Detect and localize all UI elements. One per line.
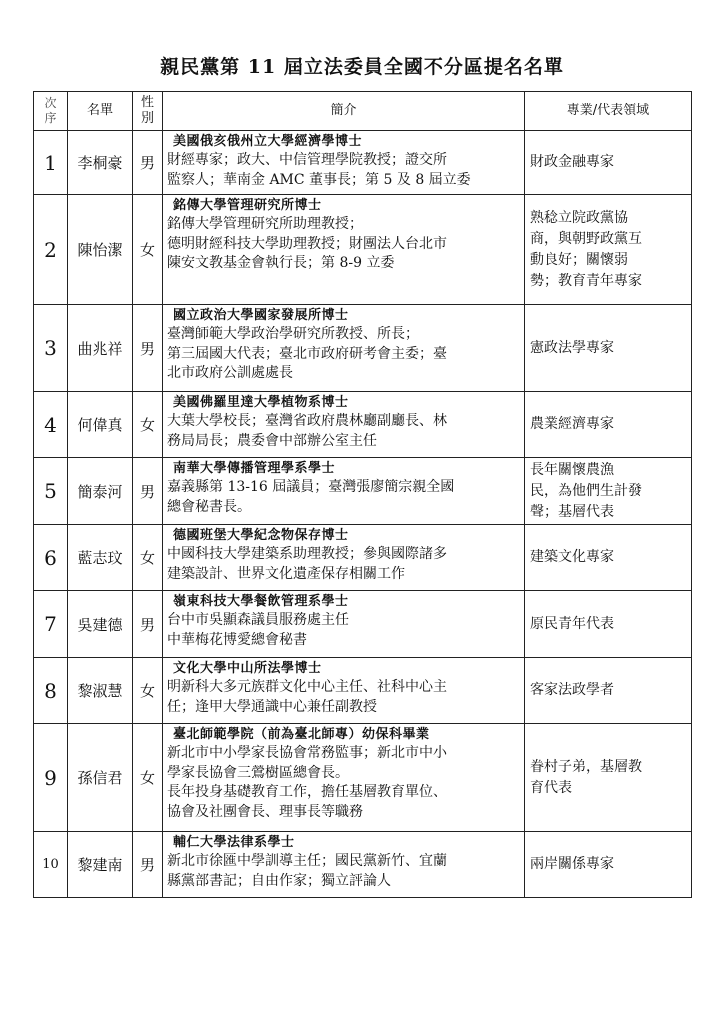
row-intro-line: 新北市中小學家長協會常務監事；新北市中小 xyxy=(167,745,447,761)
row-degree: 德國班堡大學紀念物保存博士 xyxy=(173,528,349,543)
row-intro-line: 中國科技大學建築系助理教授；參與國際諸多 xyxy=(167,546,447,562)
header-intro: 簡介 xyxy=(163,92,525,131)
row-name: 曲兆祥 xyxy=(68,305,133,392)
row-field xyxy=(525,724,692,832)
row-intro-line: 德明財經科技大學助理教授；財團法人台北市 xyxy=(167,235,447,252)
row-gender: 男 xyxy=(133,832,163,898)
row-field xyxy=(525,195,692,305)
row-intro xyxy=(163,525,525,591)
row-index: 5 xyxy=(34,458,68,525)
row-degree: 銘傳大學管理研究所博士 xyxy=(173,198,322,213)
row-field-line: 長年關懷農漁 xyxy=(530,461,614,478)
row-field-line: 建築文化專家 xyxy=(530,549,614,565)
row-field-line: 農業經濟專家 xyxy=(530,416,614,432)
row-index: 1 xyxy=(34,131,68,195)
row-name: 簡泰河 xyxy=(68,458,133,525)
row-intro xyxy=(163,305,525,392)
row-index: 4 xyxy=(34,392,68,458)
row-field-line: 民，為他們生計發 xyxy=(530,482,642,499)
table-row xyxy=(34,458,692,525)
row-gender: 女 xyxy=(133,724,163,832)
page-title: 親民黨第 11 屆立法委員全國不分區提名名單 xyxy=(160,56,564,78)
row-intro-line: 大葉大學校長；臺灣省政府農林廳副廳長、林 xyxy=(167,413,447,429)
row-intro-line: 務局局長；農委會中部辦公室主任 xyxy=(167,432,377,449)
row-name: 吳建德 xyxy=(68,591,133,658)
header-field: 專業/代表領域 xyxy=(525,92,692,131)
table-row xyxy=(34,525,692,591)
row-intro-line: 嘉義縣第 13-16 屆議員；臺灣張廖簡宗親全國 xyxy=(167,479,455,495)
row-intro xyxy=(163,392,525,458)
row-name: 李桐豪 xyxy=(68,131,133,195)
table-row xyxy=(34,724,692,832)
row-intro-line: 學家長協會三鶯樹區總會長。 xyxy=(167,764,349,781)
header-index: 次 序 xyxy=(34,92,68,131)
table-row xyxy=(34,392,692,458)
row-field-line: 商，與朝野政黨互 xyxy=(530,230,642,247)
row-intro xyxy=(163,458,525,525)
table-row xyxy=(34,832,692,898)
row-degree: 南華大學傳播管理學系學士 xyxy=(173,461,336,476)
row-name: 陳怡潔 xyxy=(68,195,133,305)
row-field-line: 憲政法學專家 xyxy=(530,339,614,356)
row-gender: 女 xyxy=(133,658,163,724)
table-row xyxy=(34,591,692,658)
row-degree: 國立政治大學國家發展所博士 xyxy=(173,308,349,323)
row-intro-line: 北市政府公訓處處長 xyxy=(167,365,293,381)
table-row xyxy=(34,195,692,305)
row-degree: 美國俄亥俄州立大學經濟學博士 xyxy=(173,134,363,149)
header-gender: 性 別 xyxy=(133,92,163,131)
row-name: 黎建南 xyxy=(68,832,133,898)
row-index: 9 xyxy=(34,724,68,832)
row-gender: 女 xyxy=(133,525,163,591)
row-intro xyxy=(163,832,525,898)
table-row xyxy=(34,131,692,195)
row-field xyxy=(525,658,692,724)
row-field xyxy=(525,458,692,525)
row-field-line: 原民青年代表 xyxy=(530,615,614,632)
row-gender: 男 xyxy=(133,591,163,658)
row-field-line: 兩岸關係專家 xyxy=(530,856,614,872)
row-intro-line: 中華梅花博愛總會秘書 xyxy=(167,631,307,648)
row-intro-line: 台中市吳顯森議員服務處主任 xyxy=(167,612,349,628)
row-name: 黎淑慧 xyxy=(68,658,133,724)
row-intro-line: 陳安文教基金會執行長；第 8-9 立委 xyxy=(167,255,395,271)
nominee-table xyxy=(33,91,692,898)
row-intro xyxy=(163,591,525,658)
row-gender: 女 xyxy=(133,392,163,458)
row-degree: 文化大學中山所法學博士 xyxy=(173,661,322,676)
row-intro-line: 第三屆國大代表；臺北市政府研考會主委；臺 xyxy=(167,345,447,362)
row-intro-line: 總會秘書長。 xyxy=(167,498,251,515)
row-index: 3 xyxy=(34,305,68,392)
row-field-line: 聲；基層代表 xyxy=(530,503,614,520)
row-field-line: 動良好；關懷弱 xyxy=(530,251,628,268)
row-field-line: 育代表 xyxy=(530,779,572,796)
row-gender: 男 xyxy=(133,458,163,525)
row-intro-line: 臺灣師範大學政治學研究所教授、所長； xyxy=(167,326,419,342)
table-row xyxy=(34,305,692,392)
row-field-line: 財政金融專家 xyxy=(530,154,614,170)
row-field xyxy=(525,305,692,392)
row-gender: 男 xyxy=(133,305,163,392)
row-degree: 美國佛羅里達大學植物系博士 xyxy=(173,395,349,410)
row-field-line: 眷村子弟，基層教 xyxy=(530,758,642,775)
row-intro xyxy=(163,658,525,724)
row-index: 6 xyxy=(34,525,68,591)
row-intro xyxy=(163,131,525,195)
header-row xyxy=(34,92,692,131)
row-intro-line: 長年投身基礎教育工作，擔任基層教育單位、 xyxy=(167,784,447,800)
row-degree: 臺北師範學院（前為臺北師專）幼保科畢業 xyxy=(173,727,430,742)
row-name: 何偉真 xyxy=(68,392,133,458)
row-intro-line: 協會及社團會長、理事長等職務 xyxy=(167,803,363,820)
header-name: 名單 xyxy=(68,92,133,131)
row-gender: 男 xyxy=(133,131,163,195)
table-row xyxy=(34,658,692,724)
row-index: 2 xyxy=(34,195,68,305)
row-intro-line: 任；逢甲大學通識中心兼任副教授 xyxy=(167,698,377,715)
row-field xyxy=(525,832,692,898)
row-intro-line: 建築設計、世界文化遺產保存相關工作 xyxy=(167,565,405,582)
row-name: 藍志玟 xyxy=(68,525,133,591)
row-field xyxy=(525,591,692,658)
row-field xyxy=(525,525,692,591)
row-intro-line: 明新科大多元族群文化中心主任、社科中心主 xyxy=(167,679,447,695)
row-field xyxy=(525,131,692,195)
row-index: 7 xyxy=(34,591,68,658)
row-intro xyxy=(163,724,525,832)
row-intro xyxy=(163,195,525,305)
row-intro-line: 縣黨部書記；自由作家；獨立評論人 xyxy=(167,872,391,889)
row-field-line: 客家法政學者 xyxy=(530,682,614,698)
row-field-line: 勢；教育青年專家 xyxy=(530,272,642,289)
row-intro-line: 財經專家；政大、中信管理學院教授；證交所 xyxy=(167,152,447,168)
row-name: 孫信君 xyxy=(68,724,133,832)
row-field-line: 熟稔立院政黨協 xyxy=(530,209,628,226)
row-degree: 輔仁大學法律系學士 xyxy=(173,835,295,850)
row-intro-line: 監察人；華南金 AMC 董事長；第 5 及 8 屆立委 xyxy=(167,171,471,188)
row-index: 10 xyxy=(34,832,68,898)
row-degree: 嶺東科技大學餐飲管理系學士 xyxy=(173,594,349,609)
row-intro-line: 銘傳大學管理研究所助理教授； xyxy=(167,216,363,232)
row-index: 8 xyxy=(34,658,68,724)
row-gender: 女 xyxy=(133,195,163,305)
row-intro-line: 新北市徐匯中學訓導主任；國民黨新竹、宜蘭 xyxy=(167,853,447,869)
row-field xyxy=(525,392,692,458)
